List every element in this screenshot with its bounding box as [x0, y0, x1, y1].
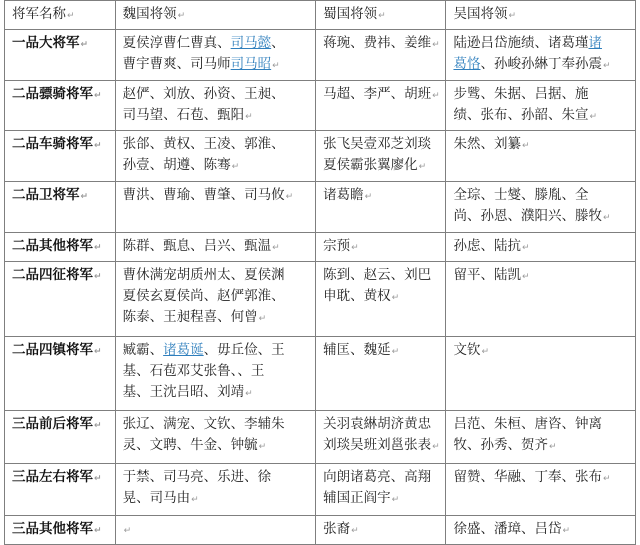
rank-cell	[5, 182, 116, 233]
wei-line	[123, 84, 310, 105]
wei-text: 夏侯淳曹仁曹真、	[122, 35, 231, 51]
shu-line	[323, 155, 440, 178]
paragraph-mark-icon: ↵	[589, 112, 598, 122]
wei-line	[123, 54, 310, 77]
shu-line	[323, 33, 440, 56]
wu-generals-cell	[446, 411, 636, 464]
wu-line	[453, 185, 630, 206]
paragraph-mark-icon: ↵	[258, 442, 267, 452]
rank-cell	[5, 262, 116, 337]
rank-cell	[5, 233, 116, 262]
paragraph-mark-icon: ↵	[94, 141, 102, 151]
rank-label: 二品其他将军	[12, 238, 93, 254]
shu-line	[323, 134, 440, 155]
paragraph-mark-icon: ↵	[602, 61, 611, 71]
paragraph-mark-icon: ↵	[418, 162, 427, 172]
rank-cell	[5, 81, 116, 131]
paragraph-mark-icon: ↵	[94, 421, 102, 431]
header-wei-label: 魏国将领	[122, 6, 177, 22]
wu-generals-cell	[446, 81, 636, 131]
wu-line	[453, 84, 630, 105]
paragraph-mark-icon: ↵	[94, 347, 102, 357]
wei-line	[123, 307, 310, 330]
rank-cell	[5, 411, 116, 464]
wei-text: 基、石苞邓艾张鲁、、王	[122, 363, 265, 379]
wei-generals-cell	[115, 262, 315, 337]
paragraph-mark-icon: ↵	[391, 347, 400, 357]
shu-generals-cell	[316, 464, 446, 516]
wei-text: 臧霸、	[122, 342, 164, 358]
paragraph-mark-icon: ↵	[391, 495, 400, 505]
header-shu-label: 蜀国将领	[323, 6, 378, 22]
wei-text: 、毋丘俭、王	[203, 342, 285, 358]
wei-line	[123, 382, 310, 405]
table-row	[5, 262, 636, 337]
rank-label: 二品四镇将军	[12, 342, 93, 358]
wu-line	[453, 236, 630, 259]
wu-text: 徐盛、潘璋、吕岱	[453, 521, 562, 537]
paragraph-mark-icon: ↵	[177, 11, 186, 21]
shu-line	[323, 467, 440, 488]
rank-cell	[5, 516, 116, 545]
table-row	[5, 30, 636, 81]
wei-generals-cell	[115, 182, 315, 233]
rank-label: 三品左右将军	[12, 469, 93, 485]
shu-text: 向朗诸葛亮、高翔	[323, 469, 432, 485]
shu-generals-cell	[316, 411, 446, 464]
wei-generals-cell	[115, 464, 315, 516]
paragraph-mark-icon: ↵	[364, 192, 373, 202]
wu-generals-cell	[446, 30, 636, 81]
generals-table	[4, 0, 636, 545]
shu-generals-cell	[316, 516, 446, 545]
wei-line	[123, 488, 310, 511]
wei-text: 、	[271, 35, 285, 51]
paragraph-mark-icon: ↵	[80, 192, 89, 202]
paragraph-mark-icon: ↵	[548, 442, 557, 452]
paragraph-mark-icon: ↵	[481, 347, 490, 357]
wei-text: 夏侯玄夏侯尚、赵俨郭淮、	[122, 288, 285, 304]
wu-text: 留赞、华融、丁奉、张布	[453, 469, 602, 485]
wu-line	[453, 134, 630, 157]
wei-generals-cell	[115, 337, 315, 411]
paragraph-mark-icon: ↵	[245, 112, 253, 122]
shu-text: 马超、李严、胡班	[323, 86, 432, 102]
wu-text: 文钦	[453, 342, 481, 358]
header-wu	[446, 1, 636, 30]
wu-text: 牧、孙秀、贺齐	[453, 437, 548, 453]
wu-text: 孙虑、陆抗	[453, 238, 521, 254]
general-link[interactable]: 诸葛诞	[163, 342, 204, 358]
table-row	[5, 81, 636, 131]
rank-label: 一品大将军	[12, 35, 80, 51]
wei-generals-cell	[115, 30, 315, 81]
wei-line	[123, 265, 310, 286]
paragraph-mark-icon: ↵	[432, 91, 440, 101]
shu-text: 宗预	[323, 238, 351, 254]
paragraph-mark-icon: ↵	[432, 442, 440, 452]
paragraph-mark-icon: ↵	[602, 474, 611, 484]
rank-cell	[5, 30, 116, 81]
wei-line	[123, 185, 310, 208]
paragraph-mark-icon: ↵	[521, 272, 530, 282]
paragraph-mark-icon: ↵	[258, 314, 267, 324]
wei-line	[123, 286, 310, 307]
wei-text: 孙壹、胡遵、陈骞	[122, 157, 231, 173]
wu-text: 全琮、士燮、滕胤、全	[453, 187, 589, 203]
wu-text: 步骘、朱据、吕据、施	[453, 86, 589, 102]
header-wei	[115, 1, 315, 30]
table-row	[5, 411, 636, 464]
paragraph-mark-icon: ↵	[94, 526, 102, 536]
paragraph-mark-icon: ↵	[94, 474, 102, 484]
wu-generals-cell	[446, 131, 636, 182]
shu-line	[323, 414, 440, 435]
wu-text: 尚、孙恩、濮阳兴、滕牧	[453, 208, 602, 224]
wu-text: 、孙峻孙綝丁奉孙震	[480, 56, 602, 72]
paragraph-mark-icon: ↵	[602, 213, 611, 223]
paragraph-mark-icon: ↵	[508, 11, 517, 21]
header-shu	[316, 1, 446, 30]
shu-generals-cell	[316, 182, 446, 233]
rank-label: 二品四征将军	[12, 267, 93, 283]
wei-line	[123, 134, 310, 155]
paragraph-mark-icon: ↵	[521, 141, 530, 151]
shu-generals-cell	[316, 81, 446, 131]
paragraph-mark-icon: ↵	[191, 495, 199, 505]
header-rank-label: 将军名称	[12, 6, 66, 22]
shu-line	[323, 340, 440, 363]
table-row	[5, 182, 636, 233]
wei-text: 赵俨、刘放、孙资、王昶、	[122, 86, 285, 102]
table-row	[5, 337, 636, 411]
header-wu-label: 吴国将领	[453, 6, 508, 22]
shu-text: 辅匡、魏延	[323, 342, 391, 358]
rank-label: 三品其他将军	[12, 521, 93, 537]
paragraph-mark-icon: ↵	[432, 40, 440, 50]
table-row	[5, 516, 636, 545]
shu-line	[323, 488, 440, 511]
shu-generals-cell	[316, 131, 446, 182]
wu-text: 陆逊吕岱施绩、诸葛瑾	[453, 35, 589, 51]
wei-generals-cell	[115, 516, 315, 545]
table-row	[5, 233, 636, 262]
shu-text: 陈到、赵云、刘巴	[323, 267, 432, 283]
wu-line	[453, 340, 630, 363]
wei-text: 曹宇曹爽、司马师	[122, 56, 231, 72]
rank-cell	[5, 131, 116, 182]
wei-text: 曹洪、曹瑜、曹肇、司马攸	[122, 187, 285, 203]
wei-line	[123, 236, 310, 259]
wu-text: 留平、陆凯	[453, 267, 521, 283]
table-row	[5, 131, 636, 182]
paragraph-mark-icon: ↵	[272, 61, 280, 71]
shu-text: 关羽袁綝胡济黄忠	[323, 416, 432, 432]
wei-text: 曹休满宠胡质州太、夏侯渊	[122, 267, 285, 283]
wu-generals-cell	[446, 516, 636, 545]
wei-generals-cell	[115, 233, 315, 262]
wei-line	[123, 155, 310, 178]
wu-text: 吕范、朱桓、唐咨、钟离	[453, 416, 602, 432]
wei-text: 于禁、司马亮、乐进、徐	[122, 469, 272, 485]
wu-line	[453, 414, 630, 435]
table-body	[5, 30, 636, 545]
rank-cell	[5, 337, 116, 411]
wei-generals-cell	[115, 81, 315, 131]
wu-text: 绩、张布、孙韶、朱宣	[453, 107, 589, 123]
wei-line	[123, 340, 310, 361]
shu-text: 诸葛瞻	[323, 187, 364, 203]
rank-label: 三品前后将军	[12, 416, 93, 432]
header-rank	[5, 1, 116, 30]
wei-line	[123, 33, 310, 54]
general-link[interactable]: 诸	[588, 35, 602, 51]
shu-text: 张裔	[323, 521, 351, 537]
shu-line	[323, 286, 440, 309]
shu-text: 张飞吴壹邓芝刘琰	[323, 136, 432, 152]
shu-text: 申耽、黄权	[323, 288, 391, 304]
wei-line	[123, 467, 310, 488]
wu-text: 朱然、刘纂	[453, 136, 521, 152]
wei-line	[123, 361, 310, 382]
wu-generals-cell	[446, 337, 636, 411]
paragraph-mark-icon: ↵	[123, 526, 132, 536]
wei-text: 司马望、石苞、甄阳	[122, 107, 245, 123]
paragraph-mark-icon: ↵	[94, 272, 102, 282]
wei-text: 陈群、甄息、吕兴、甄温	[122, 238, 272, 254]
wu-line	[453, 105, 630, 128]
paragraph-mark-icon: ↵	[94, 243, 102, 253]
wei-text: 晃、司马由	[122, 490, 191, 506]
shu-text: 蒋琬、费祎、姜维	[323, 35, 432, 51]
general-link[interactable]: 司马昭	[230, 56, 272, 72]
shu-text: 刘琰吴班刘邕张表	[323, 437, 432, 453]
shu-line	[323, 265, 440, 286]
paragraph-mark-icon: ↵	[391, 293, 400, 303]
wu-line	[453, 467, 630, 490]
shu-line	[323, 185, 440, 208]
general-link[interactable]: 司马懿	[230, 35, 272, 51]
shu-generals-cell	[316, 262, 446, 337]
general-link[interactable]: 葛恪	[453, 56, 481, 72]
wu-line	[453, 54, 630, 77]
shu-generals-cell	[316, 30, 446, 81]
shu-text: 夏侯霸张翼廖化	[323, 157, 418, 173]
wu-line	[453, 206, 630, 229]
wei-generals-cell	[115, 411, 315, 464]
wu-generals-cell	[446, 464, 636, 516]
wei-line	[123, 105, 310, 128]
shu-generals-cell	[316, 233, 446, 262]
shu-line	[323, 435, 440, 458]
wu-generals-cell	[446, 182, 636, 233]
shu-generals-cell	[316, 337, 446, 411]
wu-line	[453, 435, 630, 458]
wei-text: 灵、文聘、牛金、钟毓	[122, 437, 258, 453]
wei-line	[123, 435, 310, 458]
paragraph-mark-icon: ↵	[562, 526, 571, 536]
header-row	[5, 1, 636, 30]
wei-text: 张郃、黄权、王凌、郭淮、	[122, 136, 285, 152]
paragraph-mark-icon: ↵	[94, 91, 102, 101]
shu-line	[323, 236, 440, 259]
rank-cell	[5, 464, 116, 516]
wei-generals-cell	[115, 131, 315, 182]
paragraph-mark-icon: ↵	[351, 243, 359, 253]
wei-line	[123, 414, 310, 435]
paragraph-mark-icon: ↵	[378, 11, 386, 21]
paragraph-mark-icon: ↵	[245, 389, 253, 399]
wei-text: 张辽、满宠、文钦、李辅朱	[122, 416, 285, 432]
paragraph-mark-icon: ↵	[521, 243, 530, 253]
shu-line	[323, 84, 440, 107]
shu-text: 辅国正阎宇	[323, 490, 391, 506]
paragraph-mark-icon: ↵	[285, 192, 294, 202]
table-row	[5, 464, 636, 516]
wu-generals-cell	[446, 233, 636, 262]
wei-text: 基、王沈吕昭、刘靖	[122, 384, 245, 400]
rank-label: 二品卫将军	[12, 187, 80, 203]
wei-text: 陈泰、王昶程喜、何曾	[122, 309, 258, 325]
paragraph-mark-icon: ↵	[231, 162, 240, 172]
paragraph-mark-icon: ↵	[67, 11, 75, 21]
paragraph-mark-icon: ↵	[272, 243, 280, 253]
wu-generals-cell	[446, 262, 636, 337]
paragraph-mark-icon: ↵	[80, 40, 89, 50]
rank-label: 二品骠骑将军	[12, 86, 93, 102]
paragraph-mark-icon: ↵	[351, 526, 359, 536]
wu-line	[453, 33, 630, 54]
wu-line	[453, 265, 630, 288]
rank-label: 二品车骑将军	[12, 136, 93, 152]
